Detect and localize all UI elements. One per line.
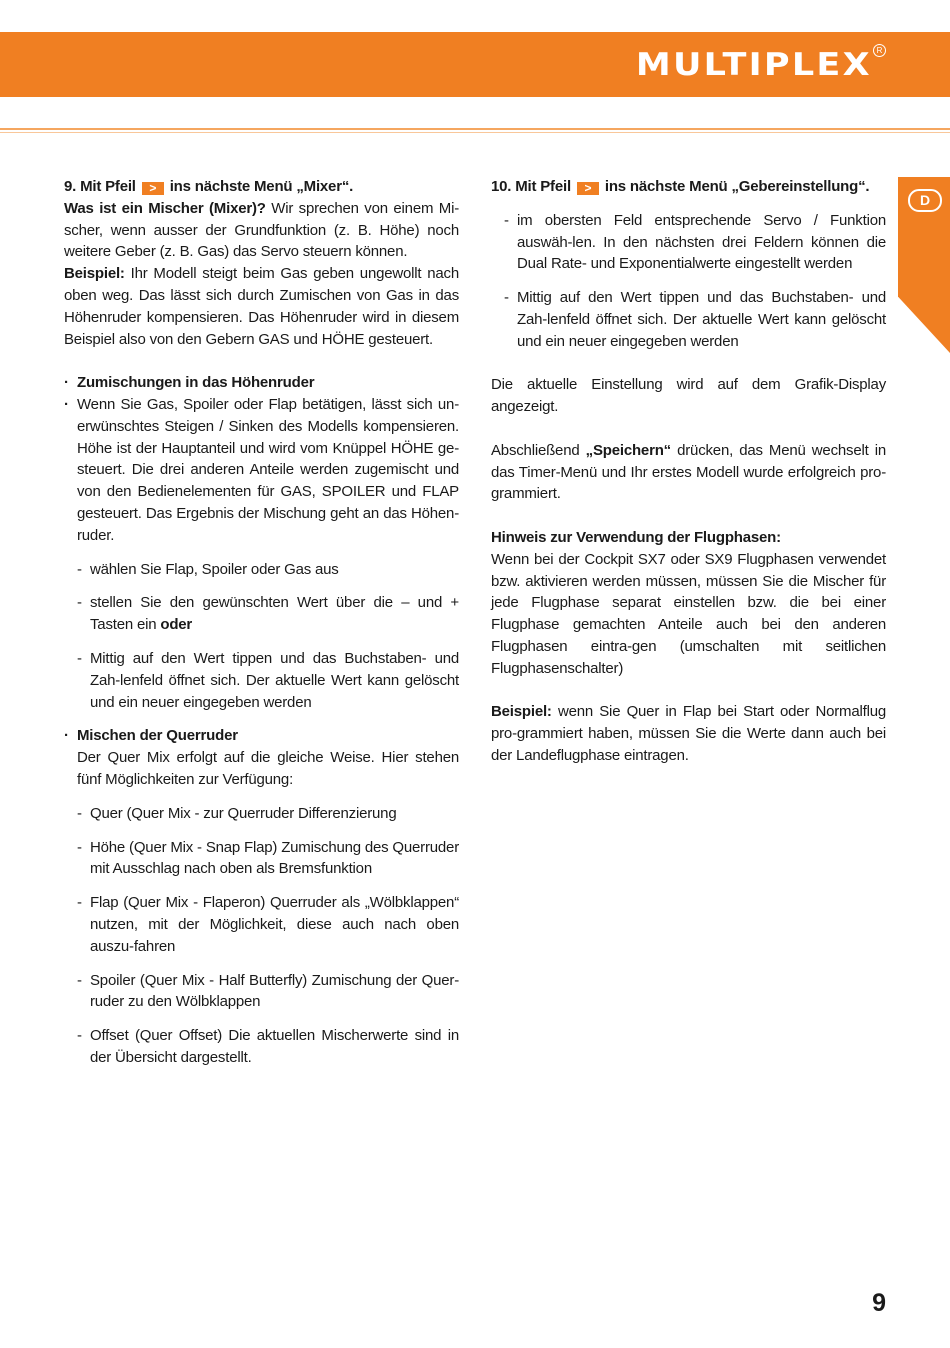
list-item: - Spoiler (Quer Mix - Half Butterfly) Zumischung der Quer-ruder zu den Wölbklappen: [64, 970, 459, 1014]
list-item: - Höhe (Quer Mix - Snap Flap) Zumischung des Querruder mit Ausschlag nach oben als Bremsfunktion: [64, 837, 459, 881]
registered-mark-icon: R: [873, 44, 886, 57]
language-tab-label: D: [908, 189, 942, 212]
flight-phase-hint-text: Wenn bei der Cockpit SX7 oder SX9 Flugphasen verwendet bzw. aktivieren werden müssen, müssen Sie die Mischer für jede Flugphase separat einstellen bzw. die bei einer Flugphase gemachten Anteile auch bei den anderen Flugphasen eintra-gen (umschalten mit seitlichen Flugphasenschalter): [491, 550, 886, 677]
display-note: Die aktuelle Einstellung wird auf dem Grafik-Display angezeigt.: [491, 376, 886, 416]
example-paragraph: Beispiel: Ihr Modell steigt beim Gas geben ungewollt nach oben weg. Das lässt sich durch Zumischen von Gas in das Höhenruder kompensieren. Das Höhenruder wird in diesem Beispiel also von den Gebern GAS und HÖHE gesteuert.: [64, 265, 459, 348]
list-item: - im obersten Feld entsprechende Servo / Funktion auswäh-len. In den nächsten drei Feldern können die Dual Rate- und Exponentialwerte eingestellt werden: [491, 210, 886, 275]
save-paragraph: Abschließend „Speichern“ drücken, das Menü wechselt in das Timer-Menü und Ihr erstes Modell wurde erfolgreich pro-grammiert.: [491, 441, 886, 503]
list-item: - Quer (Quer Mix - zur Querruder Differenzierung: [64, 803, 459, 825]
arrow-right-icon: >: [142, 182, 164, 195]
bullet-elevator-mix-text: · Wenn Sie Gas, Spoiler oder Flap betätigen, lässt sich un-erwünschtes Steigen / Sinken des Modells kompensieren. Höhe ist der Hauptanteil und wird vom Knüppel HÖHE ge-steuert. Die drei anderen Anteile werden zugemischt und von den Bedienelementen für GAS, SPOILER und FLAP gesteuert. Das Ergebnis der Mischung geht an das Höhen-ruder.: [64, 394, 459, 547]
list-item: - Mittig auf den Wert tippen und das Buchstaben- und Zah-lenfeld öffnet sich. Der aktuelle Wert kann gelöscht und ein neuer eingegeben werden: [491, 287, 886, 352]
flight-phase-hint-heading: Hinweis zur Verwendung der Flugphasen:: [491, 528, 781, 546]
multiplex-logo: MULTIPLEX: [635, 47, 872, 83]
mixer-definition: Was ist ein Mischer (Mixer)? Wir sprechen von einem Mi-scher, wenn ausser der Grundfunktion (z. B. Höhe) noch weitere Geber (z. B. Gas) das Servo steuern können.: [64, 199, 459, 261]
list-item: - Offset (Quer Offset) Die aktuellen Mischerwerte sind in der Übersicht dargestellt.: [64, 1025, 459, 1069]
example-2-paragraph: Beispiel: wenn Sie Quer in Flap bei Start oder Normalflug pro-grammiert haben, müssen Sie die Werte dann auch bei der Landeflugphase eintragen.: [491, 703, 886, 764]
bullet-elevator-mix-heading: · Zumischungen in das Höhenruder: [64, 372, 459, 394]
header-divider-thin: [0, 132, 950, 133]
arrow-right-icon: >: [577, 182, 599, 195]
right-column: [491, 176, 886, 767]
list-item: - stellen Sie den gewünschten Wert über die – und + Tasten ein oder: [64, 592, 459, 636]
bullet-aileron-mix-heading: · Mischen der Querruder: [64, 725, 459, 747]
list-item: - Mittig auf den Wert tippen und das Buchstaben- und Zah-lenfeld öffnet sich. Der aktuelle Wert kann gelöscht und ein neuer eingegeben werden: [64, 648, 459, 713]
list-item: - wählen Sie Flap, Spoiler oder Gas aus: [64, 559, 459, 581]
step-9-heading: 9. Mit Pfeil > ins nächste Menü „Mixer“.: [64, 178, 354, 195]
list-item: - Flap (Quer Mix - Flaperon) Querruder als „Wölbklappen“ nutzen, mit der Möglichkeit, diese auch nach oben auszu-fahren: [64, 892, 459, 957]
left-column: [64, 176, 459, 1069]
bullet-aileron-mix-text: Der Quer Mix erfolgt auf die gleiche Weise. Hier stehen fünf Möglichkeiten zur Verfügung:: [77, 749, 459, 788]
step-10-heading: 10. Mit Pfeil > ins nächste Menü „Gebereinstellung“.: [491, 178, 870, 195]
header-divider: [0, 128, 950, 130]
page-number: 9: [872, 1289, 886, 1317]
